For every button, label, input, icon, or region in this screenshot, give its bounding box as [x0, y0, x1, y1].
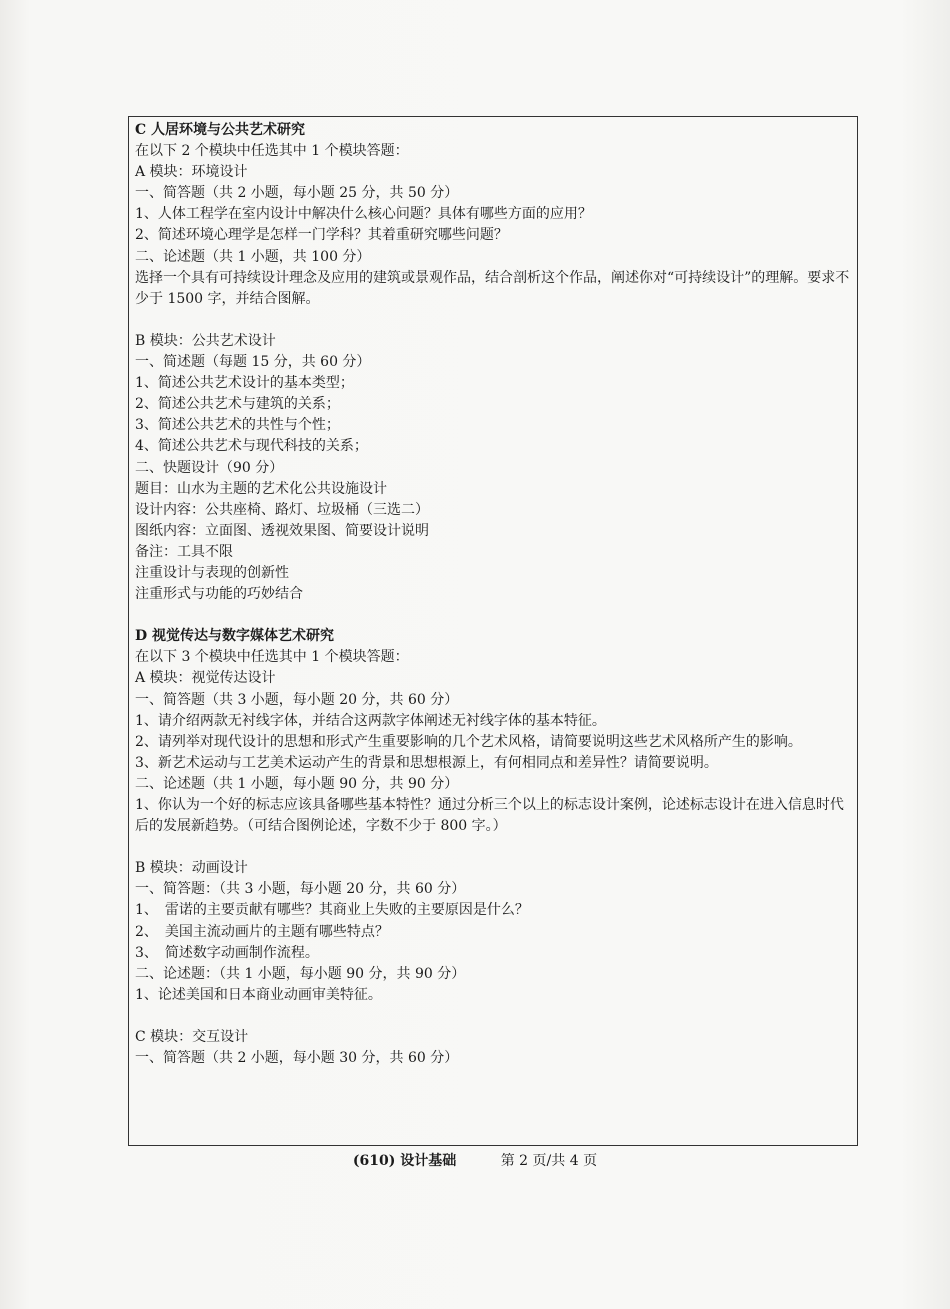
- module-b-emph1: 注重设计与表现的创新性: [135, 564, 289, 581]
- module-b-q4: 4、简述公共艺术与现代科技的关系；: [135, 438, 368, 455]
- module-b-q2: 2、简述公共艺术与建筑的关系；: [135, 396, 340, 413]
- module-b-note: 备注：工具不限: [135, 543, 233, 560]
- module-b-drawings: 图纸内容：立面图、透视效果图、简要设计说明: [135, 522, 429, 539]
- d-module-a-q3: 3、新艺术运动与工艺美术运动产生的背景和思想根源上，有何相同点和差异性？请简要说明。: [135, 754, 718, 771]
- section-d-heading: D 视觉传达与数字媒体艺术研究: [135, 628, 335, 645]
- module-b-part1: 一、简述题（每题 15 分，共 60 分）: [135, 354, 371, 371]
- module-a-part2: 二、论述题（共 1 小题，共 100 分）: [135, 248, 371, 265]
- module-b-part2: 二、快题设计（90 分）: [135, 459, 284, 476]
- d-module-a-q1: 1、请介绍两款无衬线字体，并结合这两款字体阐述无衬线字体的基本特征。: [135, 712, 606, 729]
- module-a-essay: 选择一个具有可持续设计理念及应用的建筑或景观作品，结合剖析这个作品，阐述你对“可持续设计”的理解。要求不少于 1500 字，并结合图解。: [135, 269, 850, 307]
- d-module-a-q2: 2、请列举对现代设计的思想和形式产生重要影响的几个艺术风格，请简要说明这些艺术风格所产生的影响。: [135, 733, 802, 750]
- section-c-intro: 在以下 2 个模块中任选其中 1 个模块答题：: [135, 143, 409, 160]
- module-b-q3: 3、简述公共艺术的共性与个性；: [135, 417, 340, 434]
- d-module-b-title: B 模块：动画设计: [135, 860, 248, 877]
- section-c-heading: C 人居环境与公共艺术研究: [135, 122, 306, 138]
- page-number: 第 2 页/共 4 页: [500, 1153, 598, 1169]
- section-d-intro: 在以下 3 个模块中任选其中 1 个模块答题：: [135, 649, 409, 666]
- d-module-b-part2: 二、论述题：（共 1 小题，每小题 90 分，共 90 分）: [135, 965, 466, 982]
- spacer: [135, 837, 850, 858]
- module-a-q1: 1、人体工程学在室内设计中解决什么核心问题？具体有哪些方面的应用？: [135, 206, 592, 223]
- module-b-q1: 1、简述公共艺术设计的基本类型；: [135, 375, 354, 392]
- exam-content: [135, 120, 850, 1069]
- d-module-a-part2: 二、论述题（共 1 小题，每小题 90 分，共 90 分）: [135, 775, 459, 792]
- exam-code: (610) 设计基础: [352, 1153, 457, 1169]
- module-b-emph2: 注重形式与功能的巧妙结合: [135, 586, 303, 603]
- spacer: [135, 1006, 850, 1027]
- d-module-b-q4: 1、论述美国和日本商业动画审美特征。: [135, 986, 382, 1003]
- page-footer: [0, 1150, 950, 1170]
- d-module-a-part1: 一、简答题（共 3 小题，每小题 20 分，共 60 分）: [135, 691, 459, 708]
- d-module-b-q2: 2、 美国主流动画片的主题有哪些特点？: [135, 923, 389, 940]
- module-a-title: A 模块：环境设计: [135, 164, 248, 181]
- d-module-b-part1: 一、简答题：（共 3 小题，每小题 20 分，共 60 分）: [135, 881, 466, 898]
- d-module-a-title: A 模块：视觉传达设计: [135, 670, 276, 687]
- d-module-c-part1: 一、简答题（共 2 小题，每小题 30 分，共 60 分）: [135, 1050, 459, 1067]
- d-module-b-q1: 1、 雷诺的主要贡献有哪些？其商业上失败的主要原因是什么？: [135, 902, 529, 919]
- module-b-content: 设计内容：公共座椅、路灯、垃圾桶（三选二）: [135, 501, 429, 518]
- module-b-title: B 模块：公共艺术设计: [135, 332, 276, 349]
- module-b-topic: 题目：山水为主题的艺术化公共设施设计: [135, 480, 387, 497]
- spacer: [135, 605, 850, 626]
- spacer: [135, 310, 850, 331]
- d-module-b-q3: 3、 简述数字动画制作流程。: [135, 944, 319, 961]
- module-a-q2: 2、简述环境心理学是怎样一门学科？其着重研究哪些问题？: [135, 227, 508, 244]
- module-a-part1: 一、简答题（共 2 小题，每小题 25 分，共 50 分）: [135, 185, 459, 202]
- d-module-c-title: C 模块：交互设计: [135, 1029, 249, 1046]
- d-module-a-essay: 1、你认为一个好的标志应该具备哪些基本特性？通过分析三个以上的标志设计案例，论述标志设计在进入信息时代后的发展新趋势。（可结合图例论述，字数不少于 800 字。）: [135, 797, 844, 835]
